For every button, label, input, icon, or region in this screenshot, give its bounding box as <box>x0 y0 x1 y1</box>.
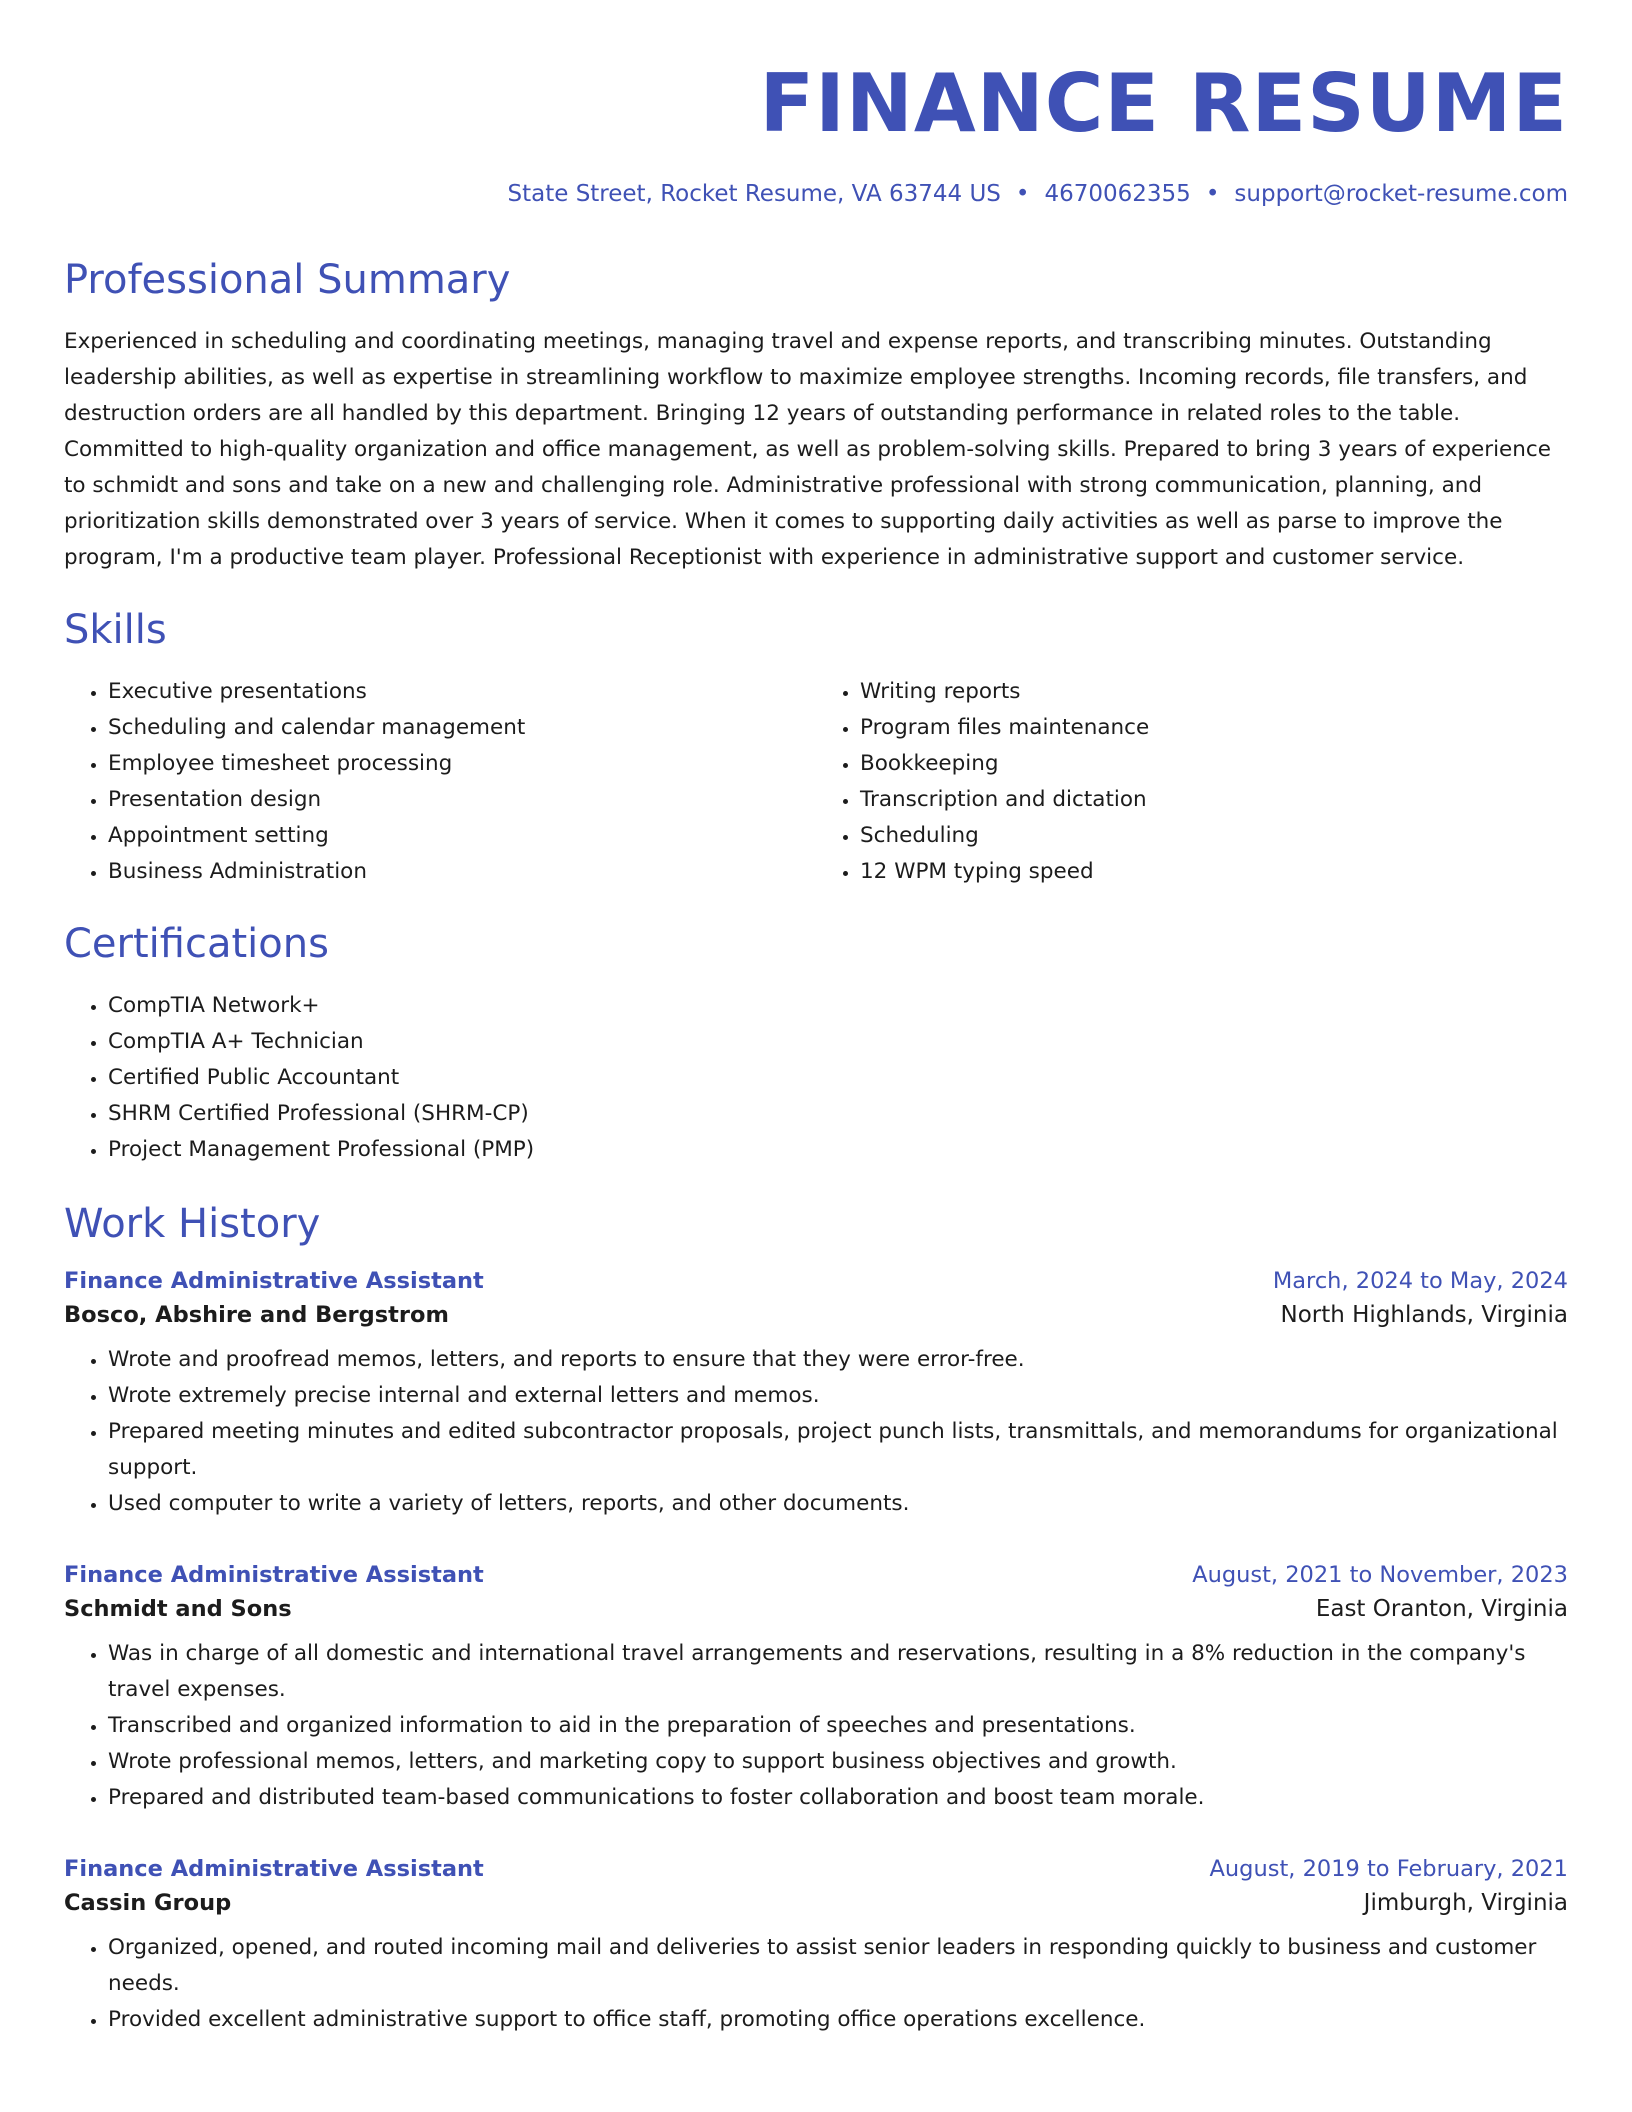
skill-item: • Business Administration <box>108 854 816 890</box>
job-company-row <box>64 1588 1568 1622</box>
job-bullet: • Organized, opened, and routed incoming mail and deliveries to assist senior leaders in responding quickly to business and customer needs. <box>108 1930 1568 2002</box>
job-title: Finance Administrative Assistant <box>64 1562 484 1588</box>
job-entry <box>64 1562 1568 1816</box>
skill-item: • Executive presentations <box>108 674 816 710</box>
skill-item: • Appointment setting <box>108 818 816 854</box>
job-title: Finance Administrative Assistant <box>64 1268 484 1294</box>
job-header-row <box>64 1856 1568 1882</box>
job-location: North Highlands, Virginia <box>1280 1302 1568 1328</box>
job-title: Finance Administrative Assistant <box>64 1856 484 1882</box>
job-bullets <box>64 1342 1568 1522</box>
contact-separator: • <box>1205 181 1220 207</box>
job-header-row <box>64 1268 1568 1294</box>
job-company-row <box>64 1882 1568 1916</box>
skill-item: • Transcription and dictation <box>860 782 1568 818</box>
job-bullet: • Used computer to write a variety of letters, reports, and other documents. <box>108 1486 1568 1522</box>
job-bullet: • Prepared and distributed team-based communications to foster collaboration and boost team morale. <box>108 1780 1568 1816</box>
job-location: Jimburgh, Virginia <box>1363 1890 1568 1916</box>
job-company: Schmidt and Sons <box>64 1596 292 1622</box>
certification-item: • Certified Public Accountant <box>108 1060 1568 1096</box>
job-bullets <box>64 1930 1568 2038</box>
job-dates: March, 2024 to May, 2024 <box>1272 1268 1568 1294</box>
job-company-row <box>64 1294 1568 1328</box>
job-company: Cassin Group <box>64 1890 232 1916</box>
contact-line <box>64 183 1568 206</box>
job-bullet: • Was in charge of all domestic and international travel arrangements and reservations, resulting in a 8% reduction in the company's travel expenses. <box>108 1636 1568 1708</box>
contact-address: State Street, Rocket Resume, VA 63744 US <box>507 181 1001 207</box>
skill-item: • Program files maintenance <box>860 710 1568 746</box>
job-company: Bosco, Abshire and Bergstrom <box>64 1302 449 1328</box>
contact-email[interactable]: support@rocket-resume.com <box>1234 181 1568 207</box>
job-bullets <box>64 1636 1568 1816</box>
work-history-heading: Work History <box>64 1201 321 1247</box>
certification-item: • CompTIA A+ Technician <box>108 1024 1568 1060</box>
skills-left-list <box>64 674 816 890</box>
certifications-list <box>64 988 1568 1168</box>
skills-columns <box>64 674 1568 890</box>
skill-item: • Scheduling and calendar management <box>108 710 816 746</box>
job-entry <box>64 1268 1568 1522</box>
job-bullet: • Transcribed and organized information to aid in the preparation of speeches and presentations. <box>108 1708 1568 1744</box>
skill-item: • Writing reports <box>860 674 1568 710</box>
job-dates: August, 2019 to February, 2021 <box>1209 1856 1568 1882</box>
resume-name: FINANCE RESUME <box>759 57 1568 150</box>
summary-heading: Professional Summary <box>64 257 511 303</box>
skill-item: • Bookkeeping <box>860 746 1568 782</box>
contact-separator: • <box>1015 181 1030 207</box>
contact-phone: 4670062355 <box>1044 181 1191 207</box>
job-bullet: • Wrote and proofread memos, letters, and reports to ensure that they were error-free. <box>108 1342 1568 1378</box>
job-bullet: • Provided excellent administrative support to office staff, promoting office operations excellence. <box>108 2002 1568 2038</box>
skill-item: • Presentation design <box>108 782 816 818</box>
skill-item: • Employee timesheet processing <box>108 746 816 782</box>
job-header-row <box>64 1562 1568 1588</box>
certification-item: • CompTIA Network+ <box>108 988 1568 1024</box>
skill-item: • 12 WPM typing speed <box>860 854 1568 890</box>
job-bullet: • Wrote professional memos, letters, and marketing copy to support business objectives and growth. <box>108 1744 1568 1780</box>
certification-item: • SHRM Certified Professional (SHRM-CP) <box>108 1096 1568 1132</box>
skills-right-list <box>816 674 1568 890</box>
job-location: East Oranton, Virginia <box>1315 1596 1568 1622</box>
skills-heading: Skills <box>64 607 167 653</box>
job-entry <box>64 1856 1568 2038</box>
certifications-heading: Certifications <box>64 921 329 967</box>
summary-text: Experienced in scheduling and coordinating meetings, managing travel and expense reports, and transcribing minutes. Outstanding leadership abilities, as well as expertise in streamlining workflow to maximize employee strengths. Incoming records, file transfers, and destruction orders are all handled by this department. Bringing 12 years of outstanding performance in related roles to the table. Committed to high-quality organization and office management, as well as problem-solving skills. Prepared to bring 3 years of experience to schmidt and sons and take on a new and challenging role. Administrative professional with strong communication, planning, and prioritization skills demonstrated over 3 years of service. When it comes to supporting daily activities as well as parse to improve the program, I'm a productive team player. Professional Receptionist with experience in administrative support and customer service. <box>64 329 1551 570</box>
job-dates: August, 2021 to November, 2023 <box>1192 1562 1568 1588</box>
job-bullet: • Prepared meeting minutes and edited subcontractor proposals, project punch lists, transmittals, and memorandums for organizational support. <box>108 1414 1568 1486</box>
skill-item: • Scheduling <box>860 818 1568 854</box>
certification-item: • Project Management Professional (PMP) <box>108 1132 1568 1168</box>
resume-page <box>64 0 1568 2038</box>
job-bullet: • Wrote extremely precise internal and external letters and memos. <box>108 1378 1568 1414</box>
